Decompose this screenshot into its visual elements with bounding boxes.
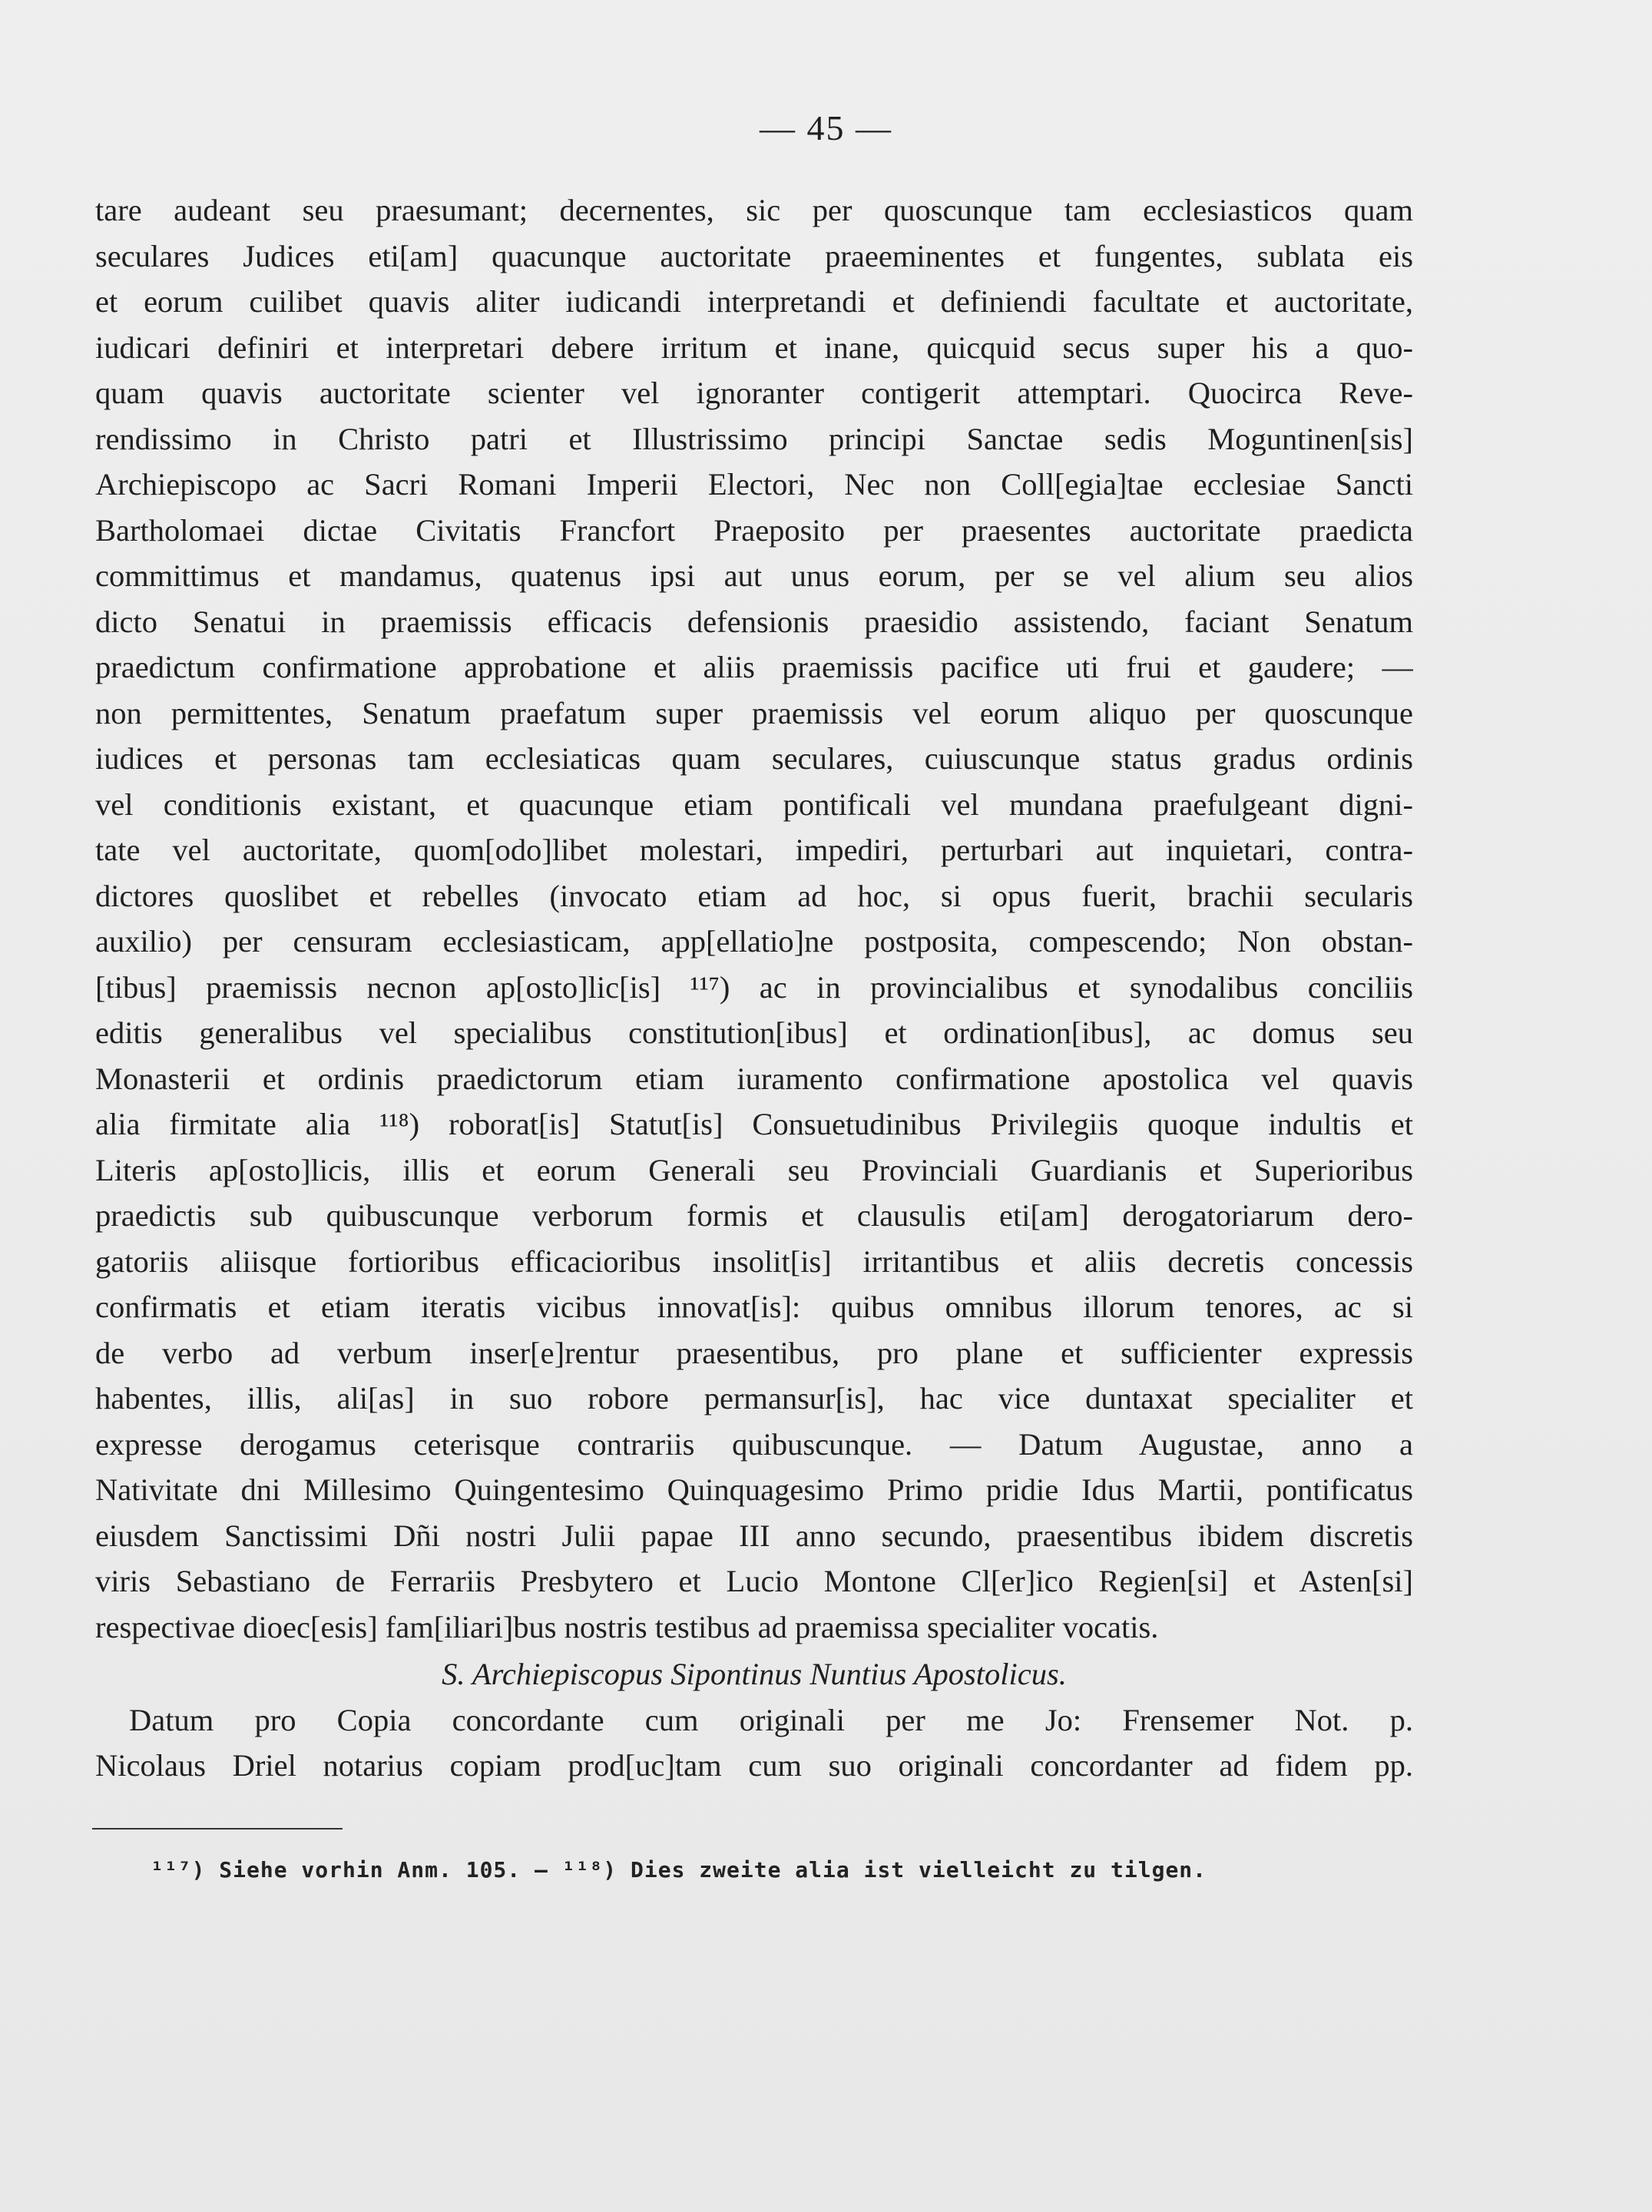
text-line: alia firmitate alia ¹¹⁸) roborat[is] Statut[is] Consuetudinibus Privilegiis quoque indultis et (95, 1107, 1413, 1141)
text-line: tare audeant seu praesumant; decernentes, sic per quoscunque tam ecclesiasticos quam (95, 193, 1413, 227)
footnotes: ¹¹⁷) Siehe vorhin Anm. 105. — ¹¹⁸) Dies zweite alia ist vielleicht zu tilgen. (151, 1857, 1207, 1883)
footnote-divider (92, 1828, 343, 1830)
text-line: vel conditionis existant, et quacunque etiam pontificali vel mundana praefulgeant digni- (95, 786, 1413, 822)
text-line: seculares Judices eti[am] quacunque auctoritate praeeminentes et fungentes, sublata eis (95, 238, 1413, 273)
body-text (95, 187, 1413, 1789)
text-line: habentes, illis, ali[as] in suo robore permansur[is], hac vice duntaxat specialiter et (95, 1381, 1413, 1416)
text-line: praedictis sub quibuscunque verborum formis et clausulis eti[am] derogatoriarum dero- (95, 1198, 1413, 1233)
text-line: confirmatis et etiam iteratis vicibus innovat[is]: quibus omnibus illorum tenores, ac si (95, 1290, 1413, 1324)
text-line: praedictum confirmatione approbatione et aliis praemissis pacifice uti frui et gaudere; — (95, 650, 1413, 684)
text-line: iudicari definiri et interpretari debere irritum et inane, quicquid secus super his a quo- (95, 329, 1413, 365)
text-line: expresse derogamus ceterisque contrariis quibuscunque. — Datum Augustae, anno a (95, 1426, 1413, 1462)
copy-attestation-line: Nicolaus Driel notarius copiam prod[uc]tam cum suo originali concordanter ad fidem pp. (95, 1748, 1413, 1783)
text-line: et eorum cuilibet quavis aliter iudicandi interpretandi et definiendi facultate et auctoritate, (95, 284, 1413, 319)
text-line: [tibus] praemissis necnon ap[osto]lic[is] ¹¹⁷) ac in provincialibus et synodalibus conciliis (95, 969, 1413, 1005)
copy-attestation-line: Datum pro Copia concordante cum originali per me Jo: Frensemer Not. p. (129, 1702, 1413, 1737)
text-line: respectivae dioec[esis] fam[iliari]bus nostris testibus ad praemissa specialiter vocatis. (95, 1609, 1159, 1644)
text-line: gatoriis aliisque fortioribus efficacioribus insolit[is] irritantibus et aliis decretis concessis (95, 1243, 1413, 1279)
text-line: committimus et mandamus, quatenus ipsi aut unus eorum, per se vel alium seu alios (95, 558, 1413, 593)
page-number: — 45 — (760, 108, 892, 147)
text-line: tate vel auctoritate, quom[odo]libet molestari, impediri, perturbari aut inquietari, contra- (95, 833, 1413, 867)
text-line: auxilio) per censuram ecclesiasticam, app[ellatio]ne postposita, compescendo; Non obstan- (95, 924, 1413, 959)
text-line: Monasterii et ordinis praedictorum etiam iuramento confirmatione apostolica vel quavis (95, 1061, 1413, 1096)
text-line: dicto Senatui in praemissis efficacis defensionis praesidio assistendo, faciant Senatum (95, 604, 1413, 639)
text-line: rendissimo in Christo patri et Illustrissimo principi Sanctae sedis Moguntinen[sis] (95, 421, 1413, 456)
text-line: Bartholomaei dictae Civitatis Francfort Praeposito per praesentes auctoritate praedicta (95, 512, 1413, 548)
text-line: editis generalibus vel specialibus constitution[ibus] et ordination[ibus], ac domus seu (95, 1015, 1413, 1050)
text-line: Nativitate dni Millesimo Quingentesimo Quinquagesimo Primo pridie Idus Martii, pontificatus (95, 1472, 1413, 1507)
text-line: viris Sebastiano de Ferrariis Presbytero et Lucio Montone Cl[er]ico Regien[si] et Asten[si] (95, 1564, 1413, 1598)
text-line: dictores quoslibet et rebelles (invocato etiam ad hoc, si opus fuerit, brachii secularis (95, 878, 1413, 913)
text-line: Literis ap[osto]licis, illis et eorum Generali seu Provinciali Guardianis et Superioribus (95, 1152, 1413, 1187)
text-line: non permittentes, Senatum praefatum super praemissis vel eorum aliquo per quoscunque (95, 695, 1413, 730)
text-line: de verbo ad verbum inser[e]rentur praesentibus, pro plane et sufficienter expressis (95, 1335, 1413, 1370)
text-line: Archiepiscopo ac Sacri Romani Imperii Electori, Nec non Coll[egia]tae ecclesiae Sancti (95, 467, 1413, 502)
text-line: quam quavis auctoritate scienter vel ignoranter contigerit attemptari. Quocirca Reve- (95, 376, 1413, 410)
text-line: iudices et personas tam ecclesiaticas quam seculares, cuiuscunque status gradus ordinis (95, 741, 1413, 776)
signature-line: S. Archiepiscopus Sipontinus Nuntius Apostolicus. (442, 1657, 1067, 1691)
text-line: eiusdem Sanctissimi Dñi nostri Julii papae III anno secundo, praesentibus ibidem discretis (95, 1518, 1413, 1553)
